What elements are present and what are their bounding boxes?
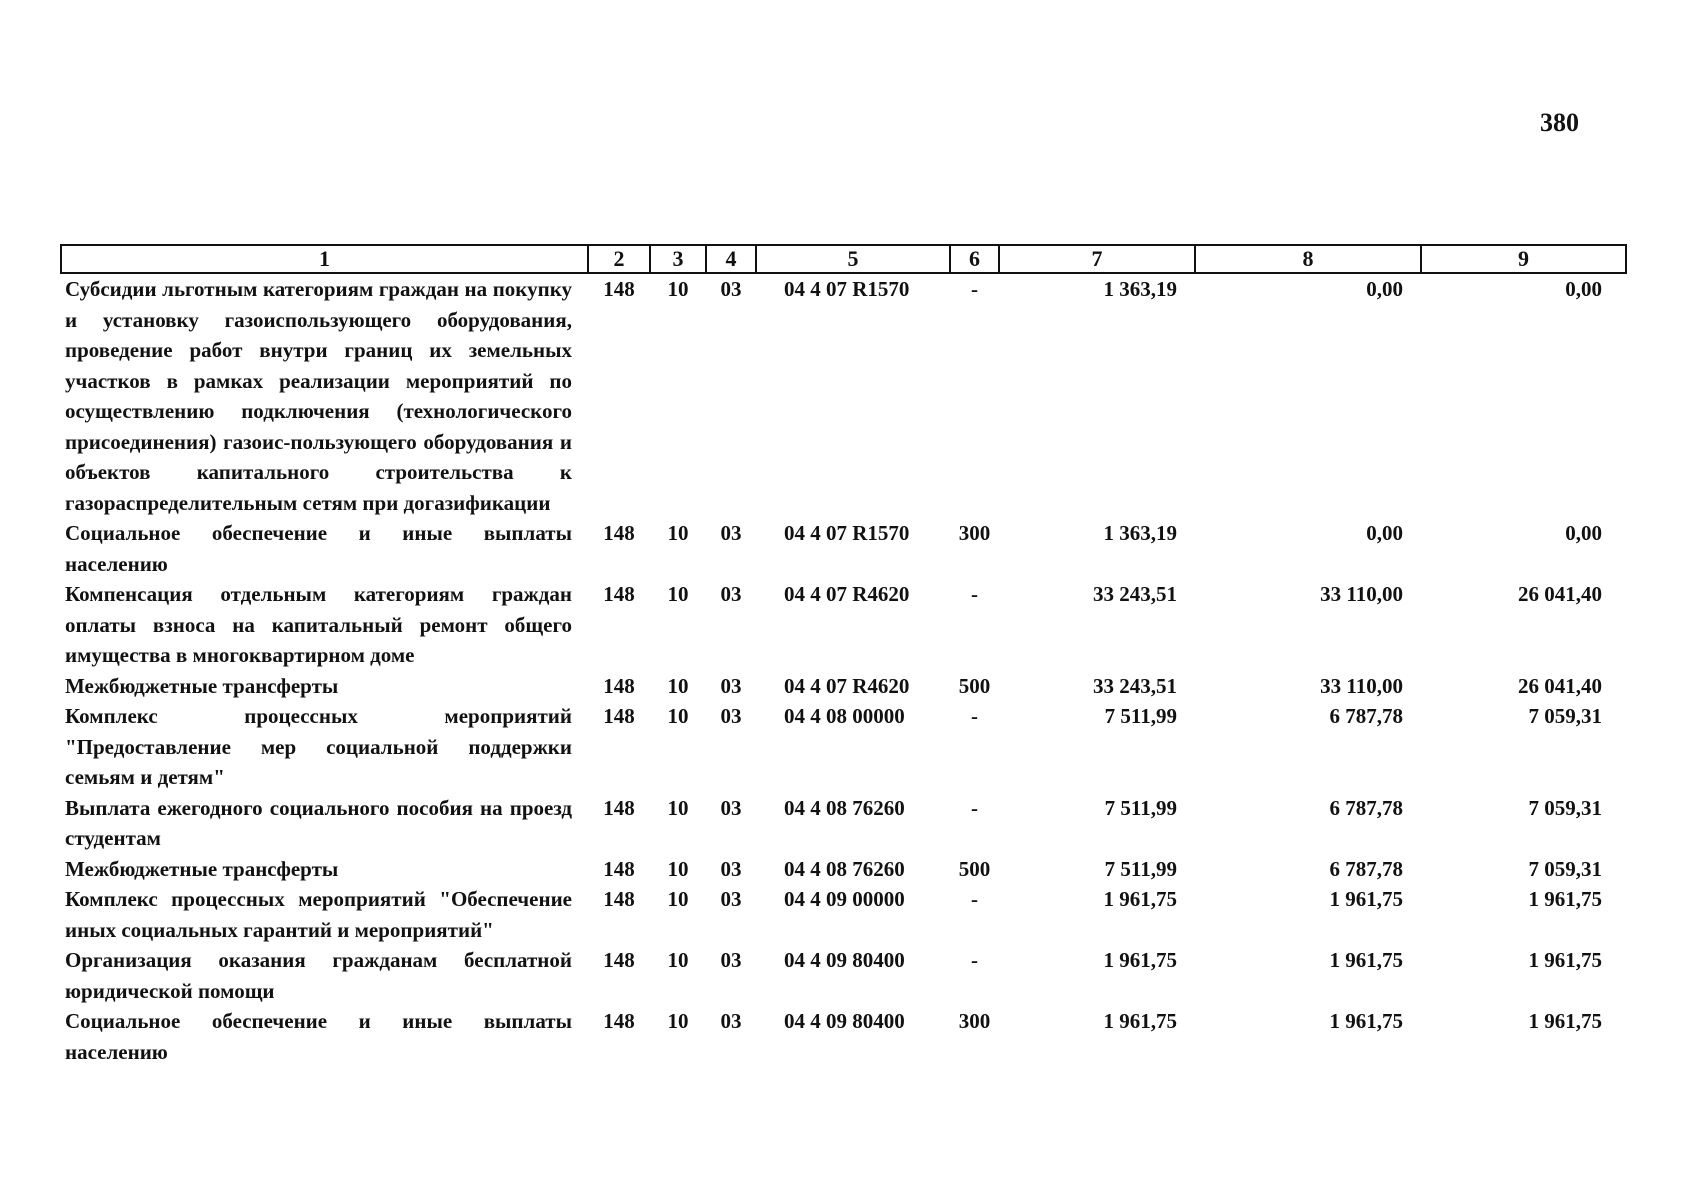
cell-col-5: 04 4 09 80400 (784, 1009, 905, 1033)
cell-col-9: 1 961,75 (1528, 948, 1602, 972)
cell-col-5: 04 4 08 76260 (784, 856, 905, 881)
cell-col-3: 10 (667, 277, 689, 301)
cell-col-7: 7 511,99 (1104, 704, 1177, 728)
cell-col-4: 03 (720, 856, 742, 881)
table-row (61, 793, 1626, 854)
cell-col-7: 33 243,51 (1093, 673, 1177, 698)
cell-col-2: 148 (603, 887, 635, 911)
row-name: Социальное обеспечение и иные выплаты населению (65, 1009, 572, 1064)
cell-col-4: 03 (720, 704, 742, 728)
table-row (61, 854, 1626, 885)
cell-col-9: 26 041,40 (1518, 582, 1602, 606)
cell-col-2: 148 (603, 1009, 635, 1033)
table-body (61, 273, 1626, 1067)
cell-col-8: 1 961,75 (1329, 1009, 1403, 1033)
cell-col-8: 6 787,78 (1329, 856, 1403, 881)
cell-col-7: 33 243,51 (1093, 582, 1177, 606)
table-row (61, 671, 1626, 702)
header-col-1: 1 (61, 245, 588, 273)
cell-col-9: 1 961,75 (1528, 1009, 1602, 1033)
row-name: Субсидии льготным категориям граждан на покупку и установку газоиспользующего оборудования, проведение работ внутри границ их земельных участков в рамках реализации мероприятий по осуществлению подключения (технологического присоединения) газоис-пользующего оборудования и объектов капитального строительства к газораспределительным сетям при догазификации (65, 277, 572, 515)
budget-table (60, 244, 1627, 1067)
cell-col-7: 1 961,75 (1103, 948, 1177, 972)
cell-col-8: 0,00 (1366, 521, 1403, 545)
header-col-3: 3 (650, 245, 706, 273)
header-col-6: 6 (950, 245, 999, 273)
cell-col-4: 03 (720, 582, 742, 606)
cell-col-9: 7 059,31 (1528, 856, 1602, 881)
header-col-7: 7 (999, 245, 1195, 273)
table-row (61, 884, 1626, 945)
cell-col-5: 04 4 09 80400 (784, 948, 905, 972)
header-col-8: 8 (1195, 245, 1421, 273)
header-col-2: 2 (588, 245, 650, 273)
cell-col-5: 04 4 07 R1570 (784, 277, 910, 301)
cell-col-5: 04 4 07 R4620 (784, 582, 910, 606)
cell-col-3: 10 (667, 856, 689, 881)
cell-col-4: 03 (720, 521, 742, 545)
cell-col-4: 03 (720, 1009, 742, 1033)
cell-col-2: 148 (603, 856, 635, 881)
cell-col-9: 26 041,40 (1518, 673, 1602, 698)
cell-col-9: 7 059,31 (1528, 704, 1602, 728)
cell-col-8: 6 787,78 (1329, 704, 1403, 728)
cell-col-5: 04 4 09 00000 (784, 887, 905, 911)
cell-col-6: - (971, 277, 978, 301)
cell-col-3: 10 (667, 1009, 689, 1033)
cell-col-4: 03 (720, 948, 742, 972)
cell-col-7: 1 363,19 (1103, 277, 1177, 301)
cell-col-7: 7 511,99 (1104, 856, 1177, 881)
cell-col-6: - (971, 887, 978, 911)
cell-col-6: - (971, 704, 978, 728)
cell-col-6: 500 (958, 673, 991, 698)
table-row (61, 945, 1626, 1006)
cell-col-5: 04 4 07 R4620 (784, 673, 910, 698)
cell-col-8: 1 961,75 (1329, 887, 1403, 911)
cell-col-3: 10 (667, 673, 689, 698)
row-name: Организация оказания гражданам бесплатной юридической помощи (65, 948, 572, 1003)
cell-col-3: 10 (667, 521, 689, 545)
cell-col-4: 03 (720, 887, 742, 911)
row-name: Межбюджетные трансферты (65, 673, 339, 698)
cell-col-2: 148 (603, 673, 635, 698)
table-row (61, 701, 1626, 793)
table-row (61, 1006, 1626, 1067)
cell-col-9: 7 059,31 (1528, 795, 1602, 820)
cell-col-5: 04 4 08 00000 (784, 704, 905, 728)
cell-col-8: 6 787,78 (1329, 795, 1403, 820)
cell-col-7: 1 363,19 (1103, 521, 1177, 545)
cell-col-6: - (971, 948, 978, 972)
row-name: Межбюджетные трансферты (65, 856, 339, 881)
table-row (61, 273, 1626, 518)
cell-col-3: 10 (667, 582, 689, 606)
table-header (61, 245, 1626, 273)
page-number: 380 (1540, 108, 1579, 137)
row-name: Компенсация отдельным категориям граждан оплаты взноса на капитальный ремонт общего имущества в многоквартирном доме (65, 582, 572, 667)
row-name: Выплата ежегодного социального пособия на проезд студентам (65, 795, 572, 850)
cell-col-2: 148 (603, 704, 635, 728)
header-col-5: 5 (756, 245, 950, 273)
cell-col-5: 04 4 08 76260 (784, 795, 905, 820)
cell-col-8: 1 961,75 (1329, 948, 1403, 972)
row-name: Социальное обеспечение и иные выплаты населению (65, 521, 572, 576)
header-col-4: 4 (706, 245, 756, 273)
cell-col-9: 1 961,75 (1528, 887, 1602, 911)
cell-col-6: 300 (958, 521, 991, 545)
cell-col-6: 300 (958, 1009, 991, 1033)
cell-col-6: - (971, 582, 978, 606)
cell-col-7: 1 961,75 (1103, 1009, 1177, 1033)
cell-col-5: 04 4 07 R1570 (784, 521, 910, 545)
table-row (61, 518, 1626, 579)
cell-col-2: 148 (603, 582, 635, 606)
header-col-9: 9 (1421, 245, 1626, 273)
cell-col-3: 10 (667, 795, 689, 820)
cell-col-9: 0,00 (1565, 521, 1602, 545)
cell-col-2: 148 (603, 521, 635, 545)
cell-col-6: - (971, 795, 978, 820)
table-row (61, 579, 1626, 671)
cell-col-3: 10 (667, 704, 689, 728)
cell-col-3: 10 (667, 948, 689, 972)
cell-col-2: 148 (603, 948, 635, 972)
cell-col-9: 0,00 (1565, 277, 1602, 301)
cell-col-3: 10 (667, 887, 689, 911)
cell-col-4: 03 (720, 673, 742, 698)
cell-col-8: 33 110,00 (1320, 673, 1403, 698)
row-name: Комплекс процессных мероприятий "Предоставление мер социальной поддержки семьям и детям" (65, 704, 572, 789)
cell-col-4: 03 (720, 795, 742, 820)
cell-col-8: 0,00 (1366, 277, 1403, 301)
cell-col-7: 7 511,99 (1104, 795, 1177, 820)
cell-col-7: 1 961,75 (1103, 887, 1177, 911)
cell-col-4: 03 (720, 277, 742, 301)
cell-col-2: 148 (603, 277, 635, 301)
cell-col-2: 148 (603, 795, 635, 820)
cell-col-8: 33 110,00 (1320, 582, 1403, 606)
cell-col-6: 500 (958, 856, 991, 881)
row-name: Комплекс процессных мероприятий "Обеспечение иных социальных гарантий и мероприятий" (65, 887, 572, 942)
